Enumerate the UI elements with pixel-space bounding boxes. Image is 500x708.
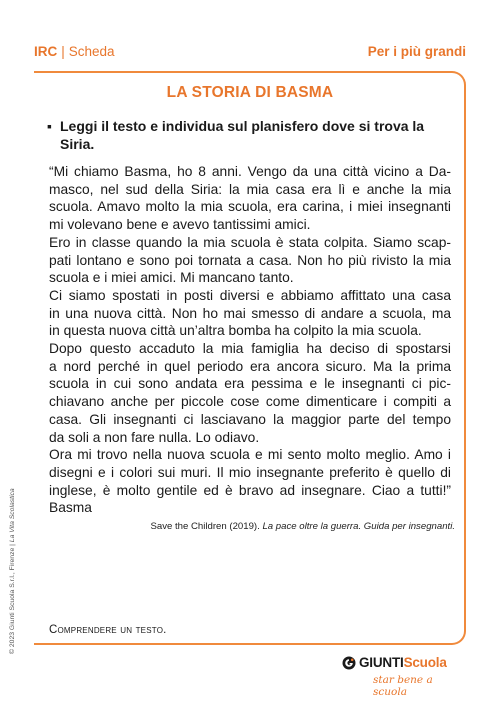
publisher-logo [342, 654, 466, 698]
story-paragraph-4 [49, 340, 451, 446]
story-line: a nord perché in quel periodo era ancora sicuro. Ma la prima [49, 358, 451, 374]
audience-label: Per i più grandi [367, 44, 466, 59]
giunti-logo-icon [342, 656, 356, 670]
story-line: da soli a non fare nulla. Lo odiavo. [49, 429, 260, 445]
skill-label: Comprendere un testo. [49, 624, 167, 636]
story-line: Ci siamo spostati in posti diversi e abbiamo affittato una casa [49, 287, 451, 303]
story-line: masco, nel sud della Siria: la mia casa era lì e anche la mia [49, 181, 451, 197]
source-citation [150, 521, 455, 532]
story-paragraph-5 [49, 446, 451, 517]
story-line: in una nuova città. Non ho mai smesso di andare a scuola, ma [49, 305, 451, 321]
story-line: scuola. Amavo molto la mia scuola, era carina, i miei insegnanti [49, 199, 451, 215]
bullet-icon: ▪ [47, 118, 52, 134]
story-text [49, 163, 451, 517]
header-separator: | [61, 44, 65, 59]
citation-work: La pace oltre la guerra. Guida per insegnanti. [262, 521, 455, 532]
brand-name-dark: GIUNTI [359, 655, 404, 670]
story-line: Ora mi trovo nella nuova scuola e mi sento molto meglio. Amo i [49, 447, 451, 463]
copyright-work: La Vita Scolastica [9, 488, 16, 543]
brand-tagline: star bene a scuola [373, 674, 433, 698]
sheet-label: Scheda [68, 44, 115, 59]
story-line: “Mi chiamo Basma, ho 8 anni. Vengo da una città vicino a Da- [49, 164, 451, 179]
story-line: pati lontano e sono poi tornata a casa. Non ho più rivisto la mia [49, 252, 451, 268]
story-line: scuola e i miei amici. Mi mancano tanto. [49, 270, 294, 286]
copyright-text: © 2023 Giunti Scuola S.r.l., Firenze | [9, 544, 16, 654]
brand-name-accent: Scuola [403, 655, 447, 670]
story-signature: Basma [49, 500, 92, 516]
task-text: Leggi il testo e individua sul planisfero dove si trova la Siria. [60, 118, 425, 152]
story-paragraph-3 [49, 287, 451, 340]
story-line: Ero in classe quando la mia scuola è stata colpita. Siamo scap- [49, 234, 451, 250]
page-title: LA STORIA DI BASMA [166, 84, 334, 101]
task-instruction [47, 117, 445, 153]
story-line: Dopo questo accaduto la mia famiglia ha deciso di spostarsi [49, 341, 451, 357]
story-line: casa. Gli insegnanti ci lasciavano la maggior parte del tempo [49, 411, 451, 427]
story-line: in questa nuova città un’altra bomba ha colpito la mia scuola. [49, 323, 422, 339]
story-line: inglese, è molto gentile ed è bravo ad insegnare. Ciao a tutti!” [49, 482, 451, 498]
story-paragraph-1 [49, 163, 451, 234]
story-line: chiavano anche per piccole cose come dimenticare i compiti a [49, 394, 451, 410]
subject-label: IRC [34, 44, 58, 59]
section-label [34, 44, 115, 59]
story-paragraph-2 [49, 234, 451, 287]
page-header [34, 44, 466, 64]
brand-name [359, 655, 447, 670]
story-line: disegni e i colori sui muri. Il mio insegnante preferito è quello di [49, 464, 451, 480]
story-line: mi volevano bene e avevo tantissimi amici. [49, 217, 311, 233]
citation-source: Save the Children (2019). [150, 521, 260, 532]
copyright-notice [9, 488, 16, 654]
story-line: scuola in cui sono andata era pessima e le insegnanti ci pic- [49, 376, 451, 392]
